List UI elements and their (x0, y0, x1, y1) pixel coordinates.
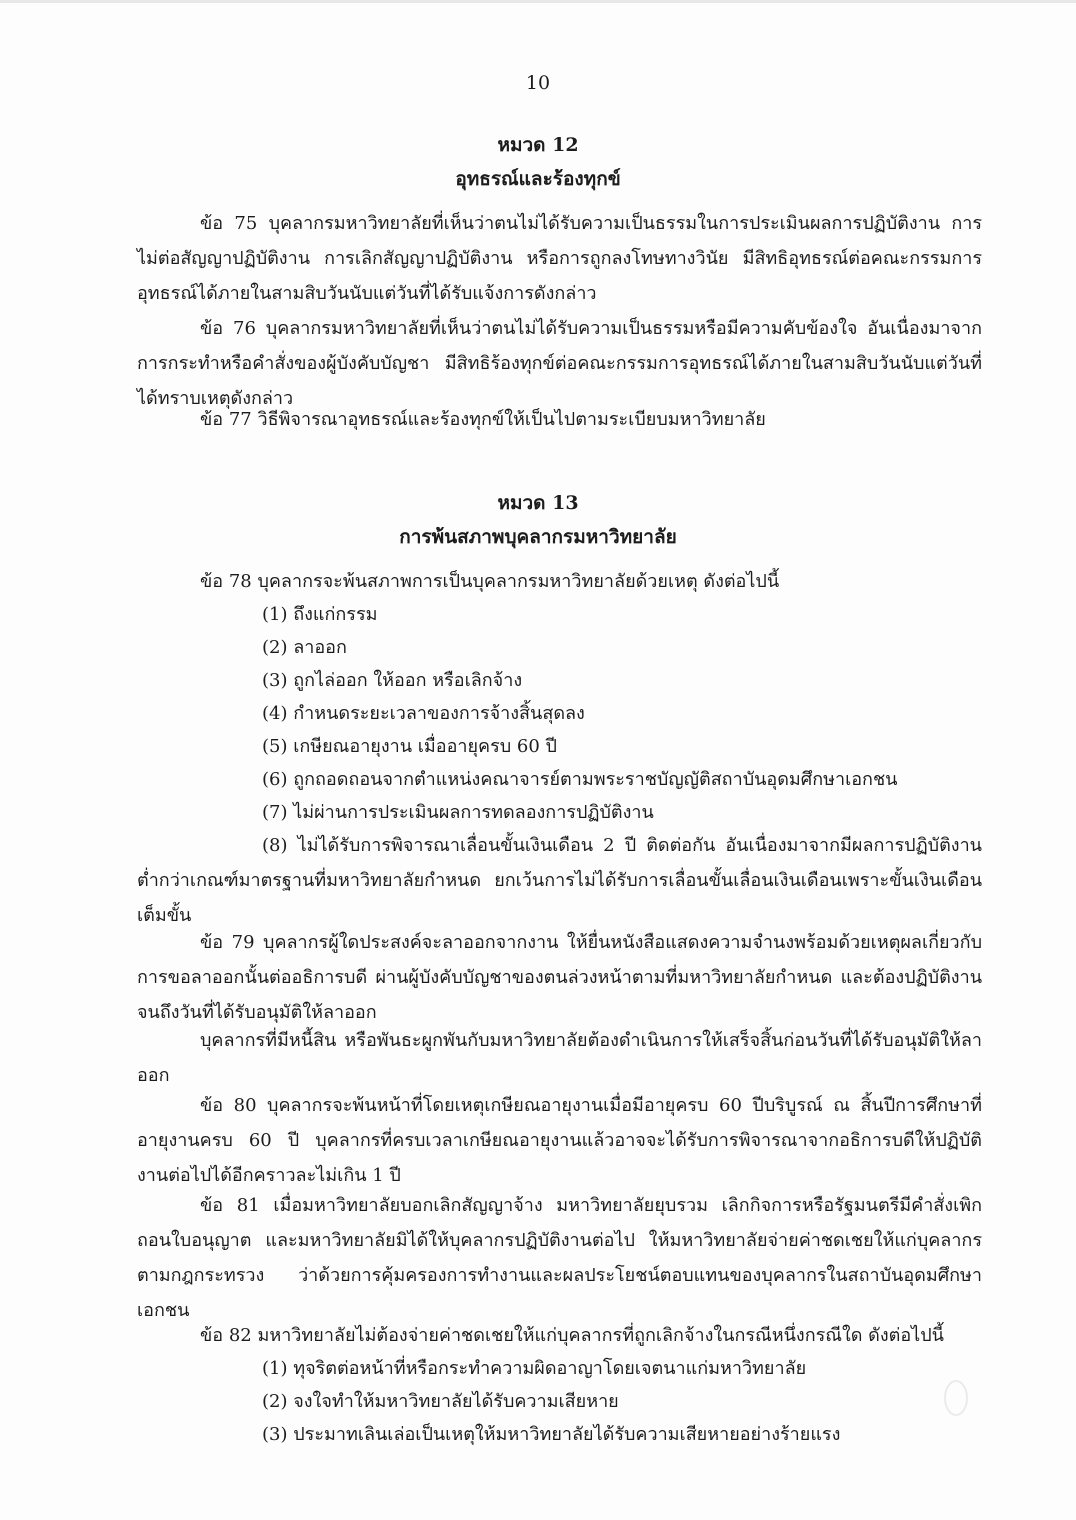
section-79-paragraph-2: บุคลากรที่มีหนี้สิน หรือพันธะผูกพันกับมหาวิทยาลัยต้องดำเนินการให้เสร็จสิ้นก่อนวันที่ได้รับอนุมัติให้ลาออก (137, 1030, 982, 1086)
chapter-13-title: การพ้นสภาพบุคลากรมหาวิทยาลัย (399, 526, 677, 548)
section-82-item-1: (1) ทุจริตต่อหน้าที่หรือกระทำความผิดอาญาโดยเจตนาแก่มหาวิทยาลัย (262, 1358, 807, 1379)
section-78-item-3: (3) ถูกไล่ออก ให้ออก หรือเลิกจ้าง (262, 670, 523, 691)
chapter-12-heading: หมวด 12 (497, 134, 579, 156)
section-82-item-3: (3) ประมาทเลินเล่อเป็นเหตุให้มหาวิทยาลัยได้รับความเสียหายอย่างร้ายแรง (262, 1424, 841, 1445)
faint-stamp-mark-icon (942, 1378, 970, 1418)
section-75: ข้อ 75 บุคลากรมหาวิทยาลัยที่เห็นว่าตนไม่ได้รับความเป็นธรรมในการประเมินผลการปฏิบัติงาน การไม่ต่อสัญญาปฏิบัติงาน การเลิกสัญญาปฏิบัติงาน หรือการถูกลงโทษทางวินัย มีสิทธิอุทธรณ์ต่อคณะกรรมการอุทธรณ์ได้ภายในสามสิบวันนับแต่วันที่ได้รับแจ้งการดังกล่าว (137, 213, 982, 304)
section-78-item-1: (1) ถึงแก่กรรม (262, 604, 378, 625)
section-82-item-2: (2) จงใจทำให้มหาวิทยาลัยได้รับความเสียหาย (262, 1391, 619, 1412)
section-78: ข้อ 78 บุคลากรจะพ้นสภาพการเป็นบุคลากรมหาวิทยาลัยด้วยเหตุ ดังต่อไปนี้ (200, 571, 780, 592)
section-78-item-8: (8) ไม่ได้รับการพิจารณาเลื่อนขั้นเงินเดือน 2 ปี ติดต่อกัน อันเนื่องมาจากมีผลการปฏิบัติงานต่ำกว่าเกณฑ์มาตรฐานที่มหาวิทยาลัยกำหนด ยกเว้นการไม่ได้รับการเลื่อนขั้นเลื่อนเงินเดือนเพราะขั้นเงินเดือนเต็มขั้น (137, 835, 982, 926)
section-82: ข้อ 82 มหาวิทยาลัยไม่ต้องจ่ายค่าชดเชยให้แก่บุคลากรที่ถูกเลิกจ้างในกรณีหนึ่งกรณีใด ดังต่อไปนี้ (200, 1325, 944, 1346)
section-78-item-6: (6) ถูกถอดถอนจากตำแหน่งคณาจารย์ตามพระราชบัญญัติสถาบันอุดมศึกษาเอกชน (262, 769, 898, 790)
section-77: ข้อ 77 วิธีพิจารณาอุทธรณ์และร้องทุกข์ให้เป็นไปตามระเบียบมหาวิทยาลัย (200, 409, 766, 430)
section-78-item-7: (7) ไม่ผ่านการประเมินผลการทดลองการปฏิบัติงาน (262, 802, 654, 823)
page-top-edge (0, 0, 1076, 3)
section-80: ข้อ 80 บุคลากรจะพ้นหน้าที่โดยเหตุเกษียณอายุงานเมื่อมีอายุครบ 60 ปีบริบูรณ์ ณ สิ้นปีการศึกษาที่อายุงานครบ 60 ปี บุคลากรที่ครบเวลาเกษียณอายุงานแล้วอาจจะได้รับการพิจารณาจากอธิการบดีให้ปฏิบัติงานต่อไปได้อีกคราวละไม่เกิน 1 ปี (137, 1095, 982, 1186)
page-number: 10 (525, 72, 551, 94)
chapter-13-heading: หมวด 13 (497, 492, 579, 514)
section-78-item-4: (4) กำหนดระยะเวลาของการจ้างสิ้นสุดลง (262, 703, 585, 724)
section-78-item-2: (2) ลาออก (262, 637, 347, 658)
chapter-12-title: อุทธรณ์และร้องทุกข์ (455, 168, 621, 190)
section-81: ข้อ 81 เมื่อมหาวิทยาลัยบอกเลิกสัญญาจ้าง มหาวิทยาลัยยุบรวม เลิกกิจการหรือรัฐมนตรีมีคำสั่งเพิกถอนใบอนุญาต และมหาวิทยาลัยมิได้ให้บุคลากรปฏิบัติงานต่อไป ให้มหาวิทยาลัยจ่ายค่าชดเชยให้แก่บุคลากรตามกฎกระทรวง ว่าด้วยการคุ้มครองการทำงานและผลประโยชน์ตอบแทนของบุคลากรในสถาบันอุดมศึกษาเอกชน (137, 1195, 982, 1321)
section-78-item-5: (5) เกษียณอายุงาน เมื่ออายุครบ 60 ปี (262, 736, 557, 757)
section-79: ข้อ 79 บุคลากรผู้ใดประสงค์จะลาออกจากงาน ให้ยื่นหนังสือแสดงความจำนงพร้อมด้วยเหตุผลเกี่ยวกับการขอลาออกนั้นต่ออธิการบดี ผ่านผู้บังคับบัญชาของตนล่วงหน้าตามที่มหาวิทยาลัยกำหนด และต้องปฏิบัติงานจนถึงวันที่ได้รับอนุมัติให้ลาออก (137, 932, 982, 1023)
section-76: ข้อ 76 บุคลากรมหาวิทยาลัยที่เห็นว่าตนไม่ได้รับความเป็นธรรมหรือมีความคับข้องใจ อันเนื่องมาจากการกระทำหรือคำสั่งของผู้บังคับบัญชา มีสิทธิร้องทุกข์ต่อคณะกรรมการอุทธรณ์ได้ภายในสามสิบวันนับแต่วันที่ได้ทราบเหตุดังกล่าว (137, 318, 982, 409)
